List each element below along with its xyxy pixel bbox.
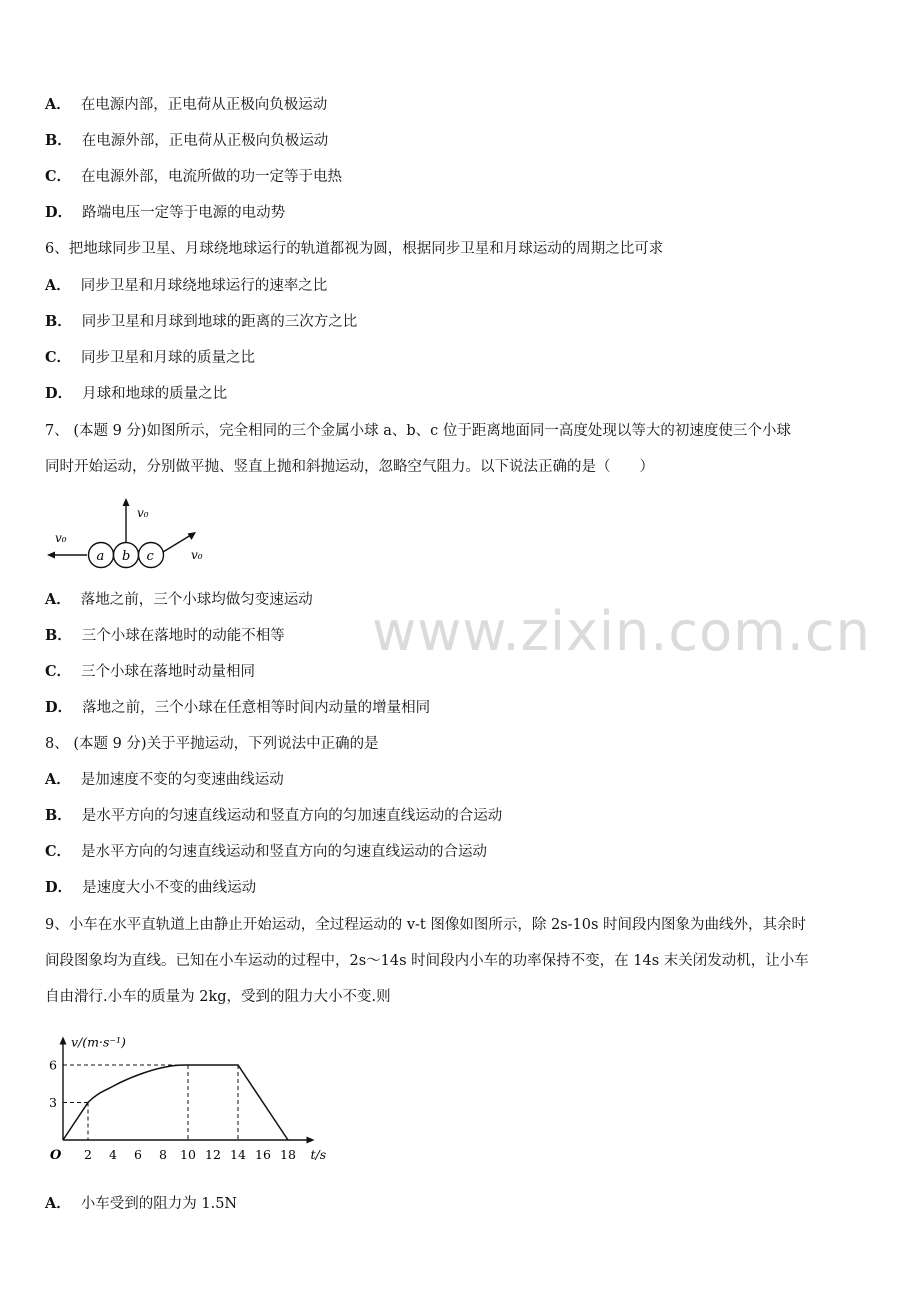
q5-option-b: B． 在电源外部，正电荷从正极向负极运动 <box>45 132 329 149</box>
q9-stem-line1: 9、小车在水平直轨道上由静止开始运动，全过程运动的 v-t 图像如图所示，除 2s-10s 时间段内图象为曲线外，其余时 <box>45 917 807 933</box>
x-tick-label: 10 <box>180 1147 196 1162</box>
q8-stem: 8、 (本题 9 分)关于平抛运动，下列说法中正确的是 <box>45 736 379 752</box>
q5-option-a: A． 在电源内部，正电荷从正极向负极运动 <box>45 96 328 113</box>
x-tick-label: 4 <box>109 1147 117 1162</box>
q7-v-up-label: v₀ <box>137 506 149 520</box>
x-axis-arrow <box>307 1137 315 1144</box>
q8-option-b: B． 是水平方向的匀速直线运动和竖直方向的匀加速直线运动的合运动 <box>45 807 503 824</box>
y-axis-arrow <box>60 1037 67 1045</box>
watermark: www.zixin.com.cn <box>372 600 871 663</box>
y-axis-label: v/(m·s⁻¹) <box>71 1034 126 1050</box>
q7-v-left-label: v₀ <box>55 531 67 545</box>
q9-vt-chart <box>45 1022 330 1172</box>
q6-option-a: A． 同步卫星和月球绕地球运行的速率之比 <box>45 277 328 294</box>
q7-stem-line1: 7、 (本题 9 分)如图所示，完全相同的三个金属小球 a、b、c 位于距离地面同一高度处现以等大的初速度使三个小球 <box>45 423 791 439</box>
q9-option-a: A． 小车受到的阻力为 1.5N <box>45 1195 238 1212</box>
x-tick-label: 12 <box>205 1147 221 1162</box>
q6-stem: 6、把地球同步卫星、月球绕地球运行的轨道都视为圆，根据同步卫星和月球运动的周期之比可求 <box>45 241 664 257</box>
q7-option-c: C． 三个小球在落地时动量相同 <box>45 663 256 680</box>
q7-v-right-label: v₀ <box>191 548 203 562</box>
x-tick-label: 18 <box>280 1147 296 1162</box>
q9-stem-line2: 间段图象均为直线。已知在小车运动的过程中，2s～14s 时间段内小车的功率保持不变，在 14s 末关闭发动机，让小车 <box>45 953 809 969</box>
q6-option-c: C． 同步卫星和月球的质量之比 <box>45 349 256 366</box>
q7-option-b: B． 三个小球在落地时的动能不相等 <box>45 627 285 644</box>
q5-option-d: D． 路端电压一定等于电源的电动势 <box>45 204 286 221</box>
q7-stem-line2: 同时开始运动，分别做平抛、竖直上抛和斜抛运动，忽略空气阻力。以下说法正确的是（ ） <box>45 459 654 475</box>
q7-figure <box>45 495 220 575</box>
x-tick-label: 8 <box>159 1147 167 1162</box>
q6-option-b: B． 同步卫星和月球到地球的距离的三次方之比 <box>45 313 358 330</box>
q7-ball-c-label: c <box>146 549 154 564</box>
q8-option-c: C． 是水平方向的匀速直线运动和竖直方向的匀速直线运动的合运动 <box>45 843 488 860</box>
x-tick-label: 6 <box>134 1147 142 1162</box>
q8-option-d: D． 是速度大小不变的曲线运动 <box>45 879 257 896</box>
q8-option-a: A． 是加速度不变的匀变速曲线运动 <box>45 771 284 788</box>
origin-label: O <box>50 1148 62 1163</box>
q9-stem-line3: 自由滑行.小车的质量为 2kg，受到的阻力大小不变.则 <box>45 989 391 1005</box>
q7-ball-a-label: a <box>96 549 105 564</box>
y-tick-label: 6 <box>49 1057 57 1073</box>
vt-curve <box>63 1065 288 1140</box>
q7-option-d: D． 落地之前，三个小球在任意相等时间内动量的增量相同 <box>45 699 431 716</box>
q6-option-d: D． 月球和地球的质量之比 <box>45 385 228 402</box>
y-tick-label: 3 <box>49 1095 57 1110</box>
q5-option-c: C． 在电源外部，电流所做的功一定等于电热 <box>45 168 343 185</box>
q7-ball-b-label: b <box>122 549 131 564</box>
x-tick-label: 14 <box>230 1147 246 1162</box>
x-tick-label: 2 <box>84 1147 92 1162</box>
x-axis-label: t/s <box>310 1147 327 1162</box>
q7-option-a: A． 落地之前，三个小球均做匀变速运动 <box>45 591 313 608</box>
x-tick-label: 16 <box>255 1147 271 1162</box>
